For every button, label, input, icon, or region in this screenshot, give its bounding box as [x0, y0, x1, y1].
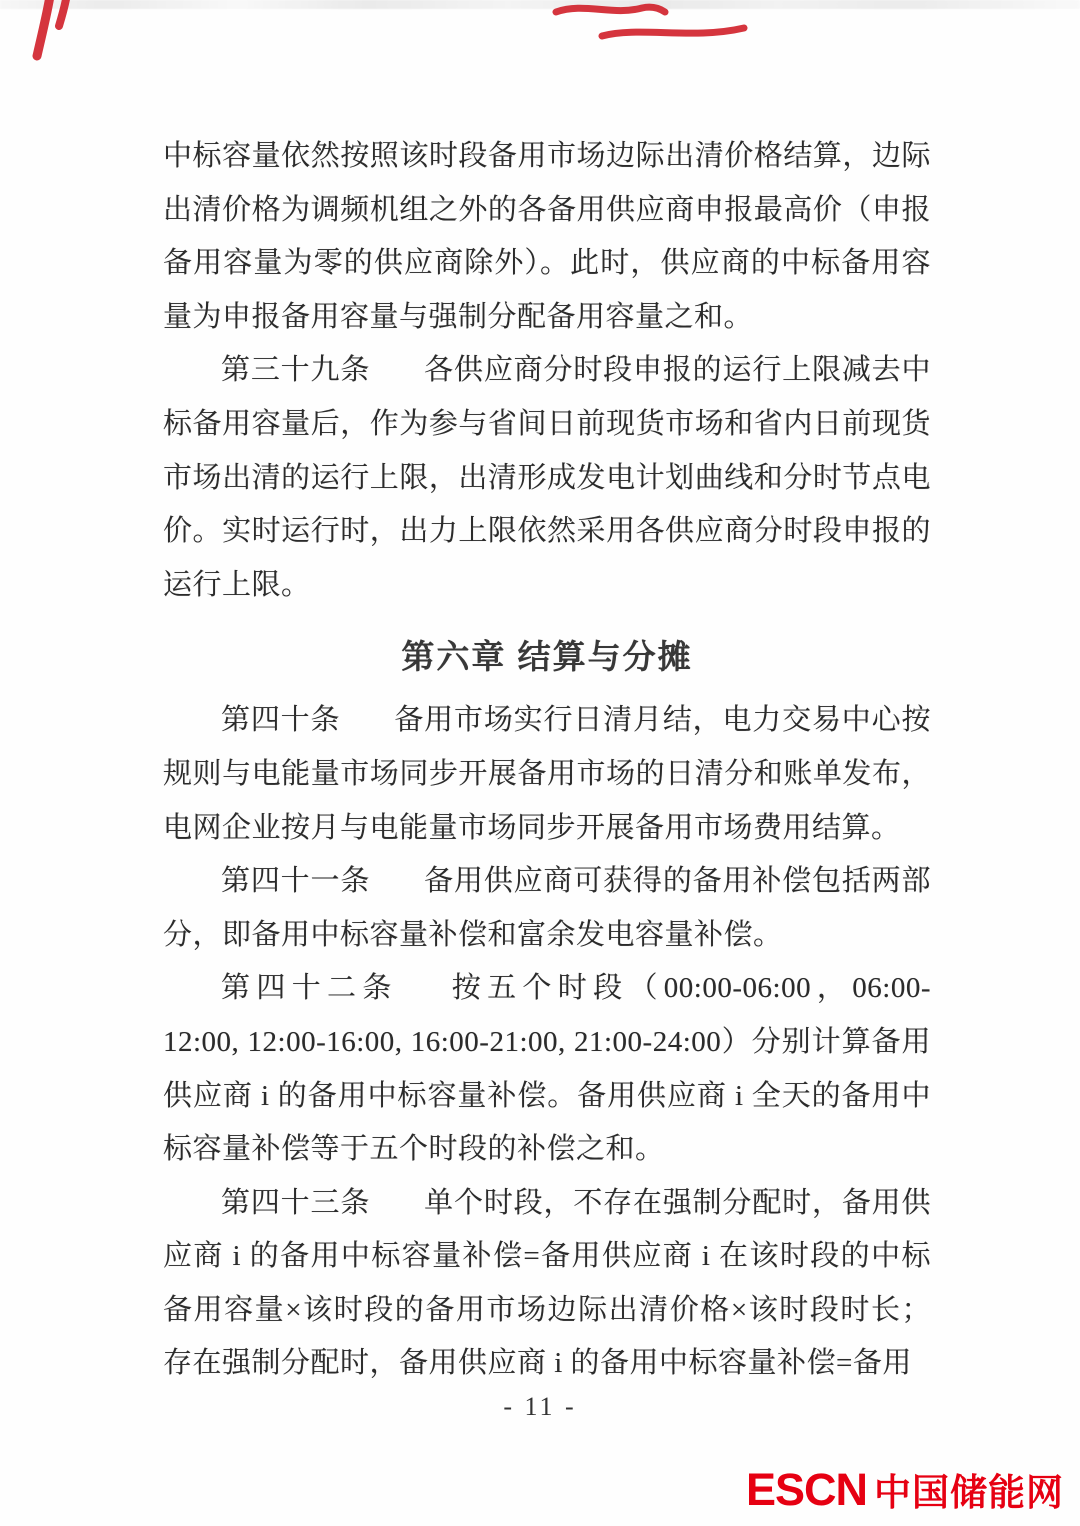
article-number: 第四十一条: [221, 865, 371, 898]
red-pen-marks: [0, 0, 1080, 70]
escn-logo-cjk: 中国储能网: [874, 1472, 1064, 1513]
article-number: 第三十九条: [221, 354, 371, 387]
escn-logo-latin: ESCN: [745, 1464, 867, 1515]
article-paragraph: 第四十三条 单个时段，不存在强制分配时，备用供应商 i 的备用中标容量补偿=备用供应商 i 在该时段的中标备用容量×该时段的备用市场边际出清价格×该时段时长；存在强制分配时，备用供应商 i 的备用中标容量补偿=备用: [163, 1186, 931, 1380]
escn-logo: [746, 1462, 1064, 1516]
body-paragraph: 中标容量依然按照该时段备用市场边际出清价格结算，边际出清价格为调频机组之外的各备用供应商申报最高价（申报备用容量为零的供应商除外）。此时，供应商的中标备用容量为申报备用容量与强制分配备用容量之和。: [163, 140, 931, 333]
document-body: [163, 130, 931, 1391]
article-paragraph: 第四十一条 备用供应商可获得的备用补偿包括两部分，即备用中标容量补偿和富余发电容量补偿。: [163, 865, 931, 951]
article-paragraph: 第四十二条 按五个时段（00:00-06:00，06:00-12:00, 12:00-16:00, 16:00-21:00, 21:00-24:00）分别计算备用供应商 i 的备用中标容量补偿。备用供应商 i 全天的备用中标容量补偿等于五个时段的补偿之和。: [163, 972, 931, 1166]
article-number: 第四十三条: [221, 1186, 371, 1219]
article-number: 第四十条: [221, 704, 341, 737]
article-paragraph: 第三十九条 各供应商分时段申报的运行上限减去中标备用容量后，作为参与省间日前现货市场和省内日前现货市场出清的运行上限，出清形成发电计划曲线和分时节点电价。实时运行时，出力上限依然采用各供应商分时段申报的运行上限。: [163, 354, 931, 601]
article-paragraph: 第四十条 备用市场实行日清月结，电力交易中心按规则与电能量市场同步开展备用市场的日清分和账单发布，电网企业按月与电能量市场同步开展备用市场费用结算。: [163, 704, 931, 844]
article-number: 第四十二条: [221, 972, 398, 1005]
page-number: - 11 -: [503, 1392, 577, 1421]
chapter-heading: 第六章 结算与分摊: [401, 638, 693, 676]
